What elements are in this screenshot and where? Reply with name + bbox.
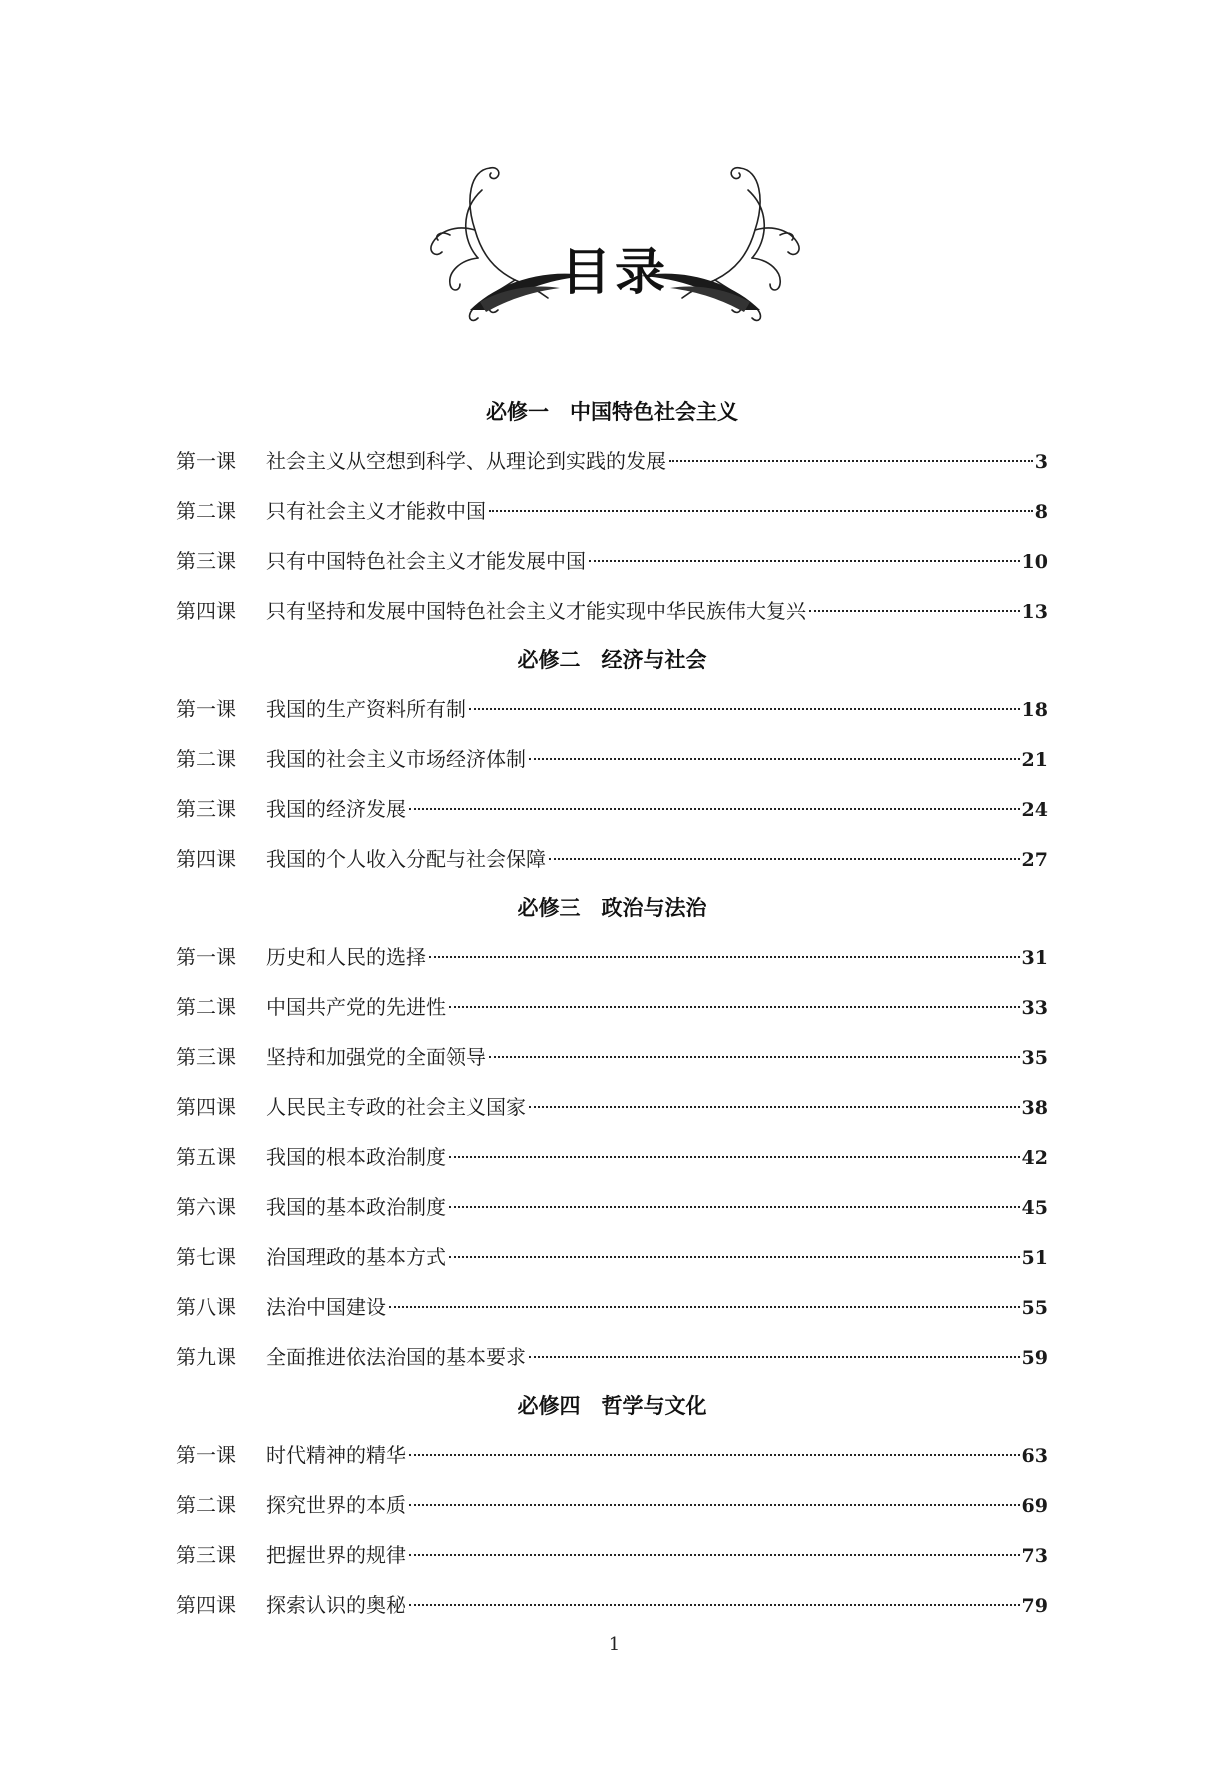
dot-leader — [449, 1156, 1020, 1158]
lesson-number: 第四课 — [176, 1593, 236, 1617]
dot-leader — [589, 560, 1020, 562]
entry-page-number: 55 — [1021, 1297, 1048, 1319]
title-ornament-block — [420, 160, 810, 350]
lesson-title: 中国共产党的先进性 — [266, 995, 446, 1019]
lesson-number: 第五课 — [176, 1145, 236, 1169]
dot-leader — [529, 758, 1020, 760]
entry-page-number: 33 — [1021, 997, 1048, 1019]
toc-entry[interactable] — [176, 1530, 1048, 1580]
entry-page-number: 18 — [1021, 699, 1048, 721]
toc-entry[interactable] — [176, 1182, 1048, 1232]
toc-entry[interactable] — [176, 486, 1048, 536]
lesson-title: 只有社会主义才能救中国 — [266, 499, 486, 523]
lesson-title: 法治中国建设 — [266, 1295, 386, 1319]
lesson-number: 第一课 — [176, 1443, 236, 1467]
lesson-number: 第二课 — [176, 1493, 236, 1517]
dot-leader — [529, 1106, 1020, 1108]
entry-page-number: 69 — [1021, 1495, 1048, 1517]
lesson-title: 探究世界的本质 — [266, 1493, 406, 1517]
dot-leader — [549, 858, 1020, 860]
toc-entry[interactable] — [176, 932, 1048, 982]
toc-entry[interactable] — [176, 982, 1048, 1032]
section-heading: 必修三 政治与法治 — [517, 896, 707, 920]
lesson-number: 第二课 — [176, 995, 236, 1019]
dot-leader — [489, 510, 1033, 512]
lesson-number: 第一课 — [176, 945, 236, 969]
toc-entry[interactable] — [176, 1580, 1048, 1630]
dot-leader — [489, 1056, 1020, 1058]
entry-page-number: 42 — [1021, 1147, 1048, 1169]
entry-page-number: 35 — [1021, 1047, 1048, 1069]
dot-leader — [389, 1306, 1020, 1308]
toc-entry[interactable] — [176, 1082, 1048, 1132]
dot-leader — [429, 956, 1020, 958]
entry-page-number: 31 — [1021, 947, 1048, 969]
toc-entry[interactable] — [176, 1332, 1048, 1382]
toc-entry[interactable] — [176, 784, 1048, 834]
lesson-number: 第一课 — [176, 697, 236, 721]
dot-leader — [409, 1554, 1020, 1556]
lesson-number: 第一课 — [176, 449, 236, 473]
toc-entry[interactable] — [176, 536, 1048, 586]
lesson-title: 历史和人民的选择 — [266, 945, 426, 969]
lesson-number: 第三课 — [176, 797, 236, 821]
table-of-contents — [176, 388, 1048, 1630]
toc-entry[interactable] — [176, 586, 1048, 636]
dot-leader — [809, 610, 1020, 612]
entry-page-number: 45 — [1021, 1197, 1048, 1219]
lesson-number: 第四课 — [176, 599, 236, 623]
entry-page-number: 21 — [1021, 749, 1048, 771]
lesson-number: 第三课 — [176, 1045, 236, 1069]
entry-page-number: 13 — [1021, 601, 1048, 623]
lesson-title: 我国的经济发展 — [266, 797, 406, 821]
dot-leader — [449, 1256, 1020, 1258]
lesson-number: 第三课 — [176, 1543, 236, 1567]
lesson-title: 我国的基本政治制度 — [266, 1195, 446, 1219]
entry-page-number: 8 — [1034, 501, 1048, 523]
section-heading: 必修四 哲学与文化 — [517, 1394, 707, 1418]
lesson-title: 只有坚持和发展中国特色社会主义才能实现中华民族伟大复兴 — [266, 599, 806, 623]
lesson-title: 探索认识的奥秘 — [266, 1593, 406, 1617]
dot-leader — [669, 460, 1033, 462]
toc-entry[interactable] — [176, 1282, 1048, 1332]
entry-page-number: 63 — [1021, 1445, 1048, 1467]
entry-page-number: 59 — [1021, 1347, 1048, 1369]
lesson-title: 全面推进依法治国的基本要求 — [266, 1345, 526, 1369]
toc-entry[interactable] — [176, 1032, 1048, 1082]
dot-leader — [409, 808, 1020, 810]
lesson-number: 第六课 — [176, 1195, 236, 1219]
entry-page-number: 79 — [1021, 1595, 1048, 1617]
entry-page-number: 38 — [1021, 1097, 1048, 1119]
section-heading: 必修二 经济与社会 — [517, 648, 707, 672]
entry-page-number: 3 — [1034, 451, 1048, 473]
lesson-number: 第八课 — [176, 1295, 236, 1319]
lesson-title: 治国理政的基本方式 — [266, 1245, 446, 1269]
dot-leader — [449, 1006, 1020, 1008]
dot-leader — [409, 1604, 1020, 1606]
lesson-number: 第四课 — [176, 1095, 236, 1119]
lesson-title: 社会主义从空想到科学、从理论到实践的发展 — [266, 449, 666, 473]
dot-leader — [409, 1504, 1020, 1506]
entry-page-number: 73 — [1021, 1545, 1048, 1567]
lesson-title: 坚持和加强党的全面领导 — [266, 1045, 486, 1069]
lesson-title: 我国的生产资料所有制 — [266, 697, 466, 721]
dot-leader — [469, 708, 1020, 710]
toc-entry[interactable] — [176, 436, 1048, 486]
toc-entry[interactable] — [176, 684, 1048, 734]
page-title: 目录 — [561, 243, 669, 301]
entry-page-number: 51 — [1021, 1247, 1048, 1269]
lesson-title: 把握世界的规律 — [266, 1543, 406, 1567]
lesson-number: 第九课 — [176, 1345, 236, 1369]
dot-leader — [409, 1454, 1020, 1456]
entry-page-number: 10 — [1021, 551, 1048, 573]
dot-leader — [449, 1206, 1020, 1208]
dot-leader — [529, 1356, 1020, 1358]
lesson-title: 我国的根本政治制度 — [266, 1145, 446, 1169]
entry-page-number: 27 — [1021, 849, 1048, 871]
lesson-number: 第七课 — [176, 1245, 236, 1269]
toc-entry[interactable] — [176, 1430, 1048, 1480]
lesson-title: 我国的社会主义市场经济体制 — [266, 747, 526, 771]
lesson-number: 第二课 — [176, 747, 236, 771]
lesson-number: 第三课 — [176, 549, 236, 573]
toc-entry[interactable] — [176, 1480, 1048, 1530]
lesson-title: 只有中国特色社会主义才能发展中国 — [266, 549, 586, 573]
toc-entry[interactable] — [176, 1232, 1048, 1282]
toc-entry[interactable] — [176, 1132, 1048, 1182]
section-heading: 必修一 中国特色社会主义 — [486, 400, 738, 424]
toc-entry[interactable] — [176, 734, 1048, 784]
lesson-number: 第二课 — [176, 499, 236, 523]
lesson-number: 第四课 — [176, 847, 236, 871]
lesson-title: 我国的个人收入分配与社会保障 — [266, 847, 546, 871]
toc-entry[interactable] — [176, 834, 1048, 884]
lesson-title: 人民民主专政的社会主义国家 — [266, 1095, 526, 1119]
lesson-title: 时代精神的精华 — [266, 1443, 406, 1467]
page-number: 1 — [608, 1634, 621, 1655]
entry-page-number: 24 — [1021, 799, 1048, 821]
